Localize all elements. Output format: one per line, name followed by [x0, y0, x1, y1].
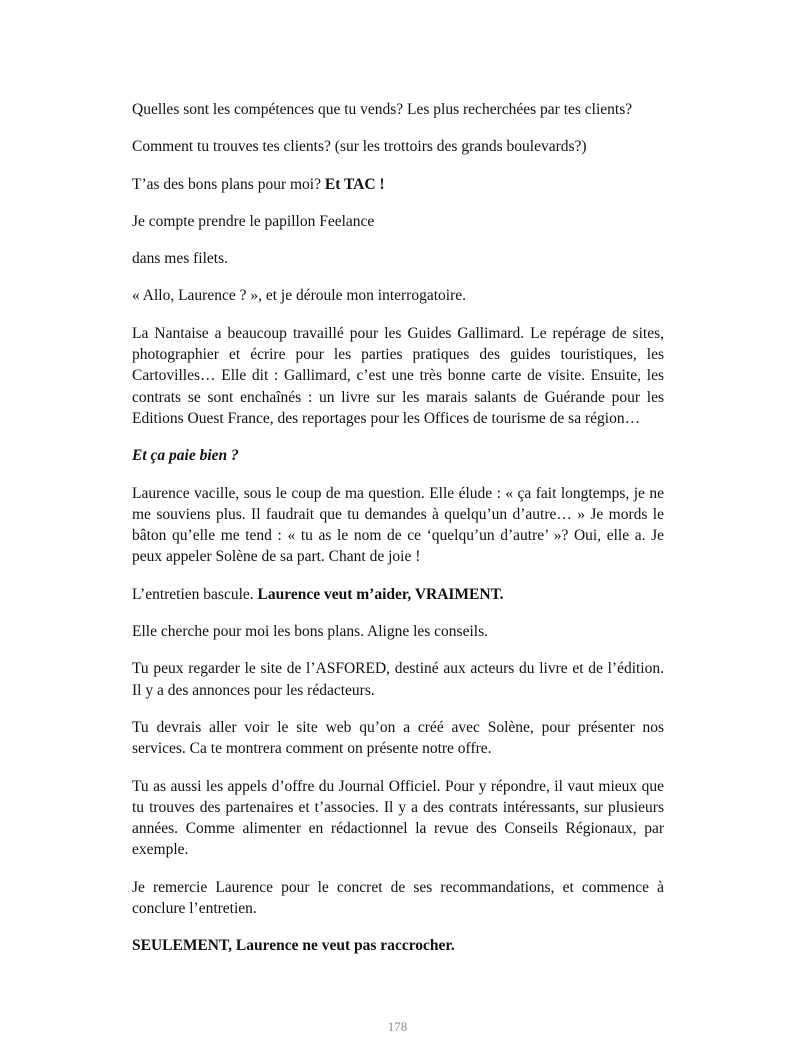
bold-text: Et TAC !: [324, 175, 385, 193]
paragraph-journal-officiel: [132, 776, 664, 861]
paragraph-skills-question: [132, 99, 664, 120]
paragraph-bascule: [132, 584, 664, 605]
paragraph-site-web: [132, 717, 664, 760]
paragraph-filets: [132, 248, 664, 269]
paragraph-papillon: [132, 211, 664, 232]
paragraph-text: Elle cherche pour moi les bons plans. Aligne les conseils.: [132, 623, 488, 641]
paragraph-text: Je compte prendre le papillon Feelance: [132, 212, 375, 230]
paragraph-text: « Allo, Laurence ? », et je déroule mon interrogatoire.: [132, 287, 466, 305]
paragraph-clients-question: [132, 136, 664, 157]
bold-text: Laurence veut m’aider, VRAIMENT.: [257, 585, 504, 603]
paragraph-text: Tu peux regarder le site de l’ASFORED, destiné aux acteurs du livre et de l’édition. Il y a des annonces pour les rédacteurs.: [132, 660, 664, 699]
paragraph-text: dans mes filets.: [132, 250, 228, 268]
paragraph-allo: [132, 285, 664, 306]
paragraph-text: Tu as aussi les appels d’offre du Journal Officiel. Pour y répondre, il vaut mieux que tu trouves des partenaires et t’associes. Il y a des contrats intéressants, sur plusieurs années. Comme alimenter en rédactionnel la revue des Conseils Régionaux, par exemple.: [132, 777, 664, 859]
paragraph-text: L’entretien bascule.: [132, 585, 258, 603]
paragraph-text: T’as des bons plans pour moi?: [132, 175, 325, 193]
paragraph-remercie: [132, 877, 664, 920]
paragraph-text: Tu devrais aller voir le site web qu’on a créé avec Solène, pour présenter nos services. Ca te montrera comment on présente notre offre.: [132, 718, 664, 758]
paragraph-text: La Nantaise a beaucoup travaillé pour les Guides Gallimard. Le repérage de sites, photographier et écrire pour les parties pratiques des guides touristiques, les Cartovilles… Elle dit : Gallimard, c’est une très bonne carte de visite. Ensuite, les contrats se sont enchaînés : un livre sur les marais salants de Guérande pour les Editions Ouest France, des reportages pour les Offices de tourisme de sa région…: [132, 324, 664, 427]
paragraph-text: Comment tu trouves tes clients? (sur les trottoirs des grands boulevards?): [132, 138, 587, 156]
paragraph-asfored: [132, 658, 664, 701]
bold-text: SEULEMENT, Laurence ne veut pas raccrocher.: [132, 937, 455, 955]
bold-italic-text: Et ça paie bien ?: [132, 447, 239, 465]
paragraph-paie-question: [132, 445, 664, 466]
paragraph-vacille: [132, 483, 664, 568]
page-body: [132, 99, 664, 973]
paragraph-nantaise: [132, 323, 664, 429]
paragraph-text: Quelles sont les compétences que tu vends? Les plus recherchées par tes clients?: [132, 101, 633, 118]
paragraph-text: Laurence vacille, sous le coup de ma question. Elle élude : « ça fait longtemps, je ne me souviens plus. Il faudrait que tu demandes à quelqu’un d’autre… » Je mords le bâton qu’elle me tend : « tu as le nom de ce ‘quelqu’un d’autre’ »? Oui, elle a. Je peux appeler Solène de sa part. Chant de joie !: [132, 484, 664, 566]
paragraph-bons-plans: [132, 174, 664, 195]
paragraph-seulement: [132, 935, 664, 956]
page-number: 178: [387, 1019, 408, 1034]
paragraph-text: Je remercie Laurence pour le concret de ses recommandations, et commence à conclure l’entretien.: [132, 878, 664, 918]
paragraph-conseils: [132, 621, 664, 642]
